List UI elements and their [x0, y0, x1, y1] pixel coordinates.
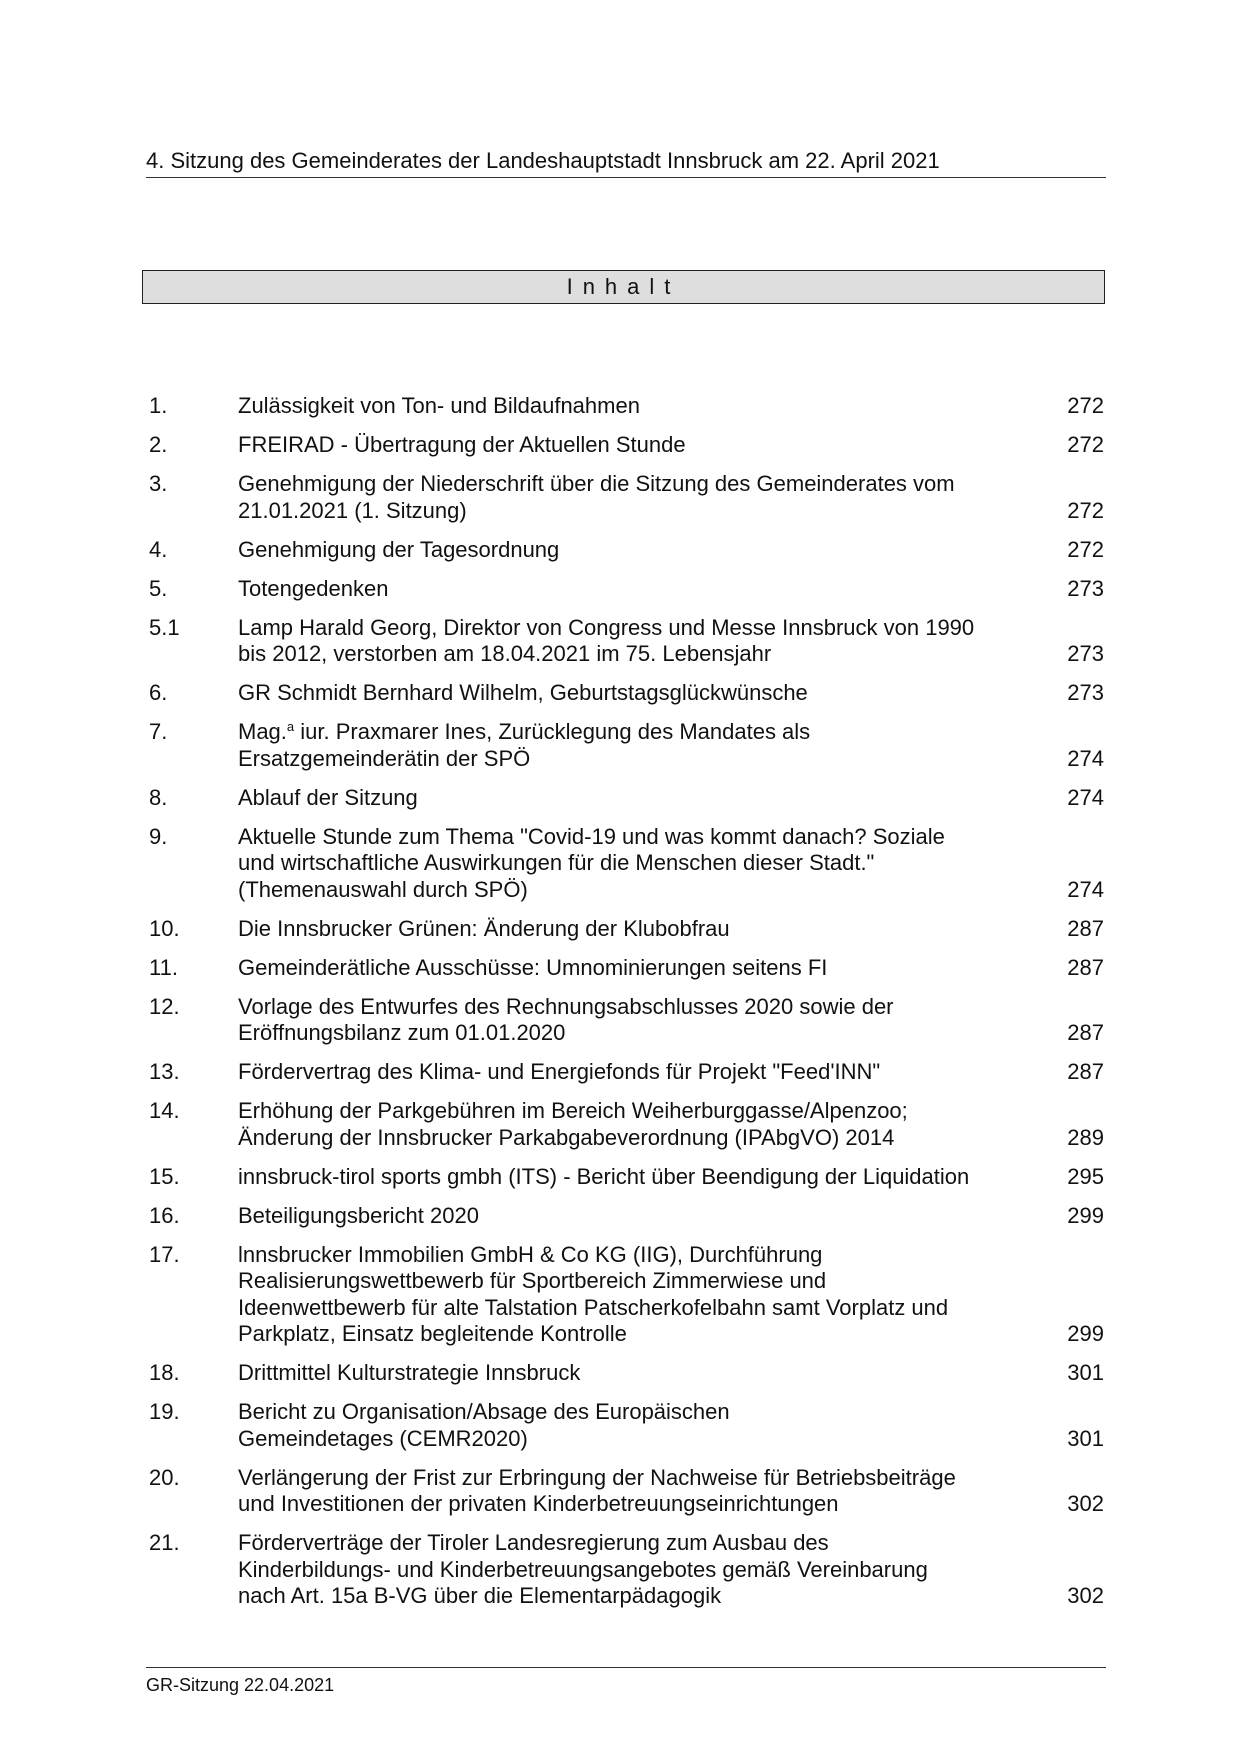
toc-entry-number: 1. — [149, 393, 168, 418]
page-footer: GR-Sitzung 22.04.2021 — [146, 1667, 1106, 1696]
toc-entry — [149, 471, 1104, 524]
toc-entry-number: 4. — [149, 536, 168, 562]
toc-entry-title-line: Gemeindetages (CEMR2020) — [238, 1425, 528, 1451]
toc-entry-title-line: Drittmittel Kulturstrategie Innsbruck — [238, 1360, 581, 1385]
toc-entry-page-number: 299 — [1067, 1321, 1104, 1346]
toc-entry-title-line: Zulässigkeit von Ton- und Bildaufnahmen — [238, 393, 640, 418]
toc-entry-number: 14. — [149, 1098, 180, 1123]
toc-entry-title-line: nach Art. 15a B-VG über die Elementarpädagogik — [238, 1583, 722, 1608]
toc-entry-title — [238, 393, 1034, 420]
toc-entry-title — [238, 1059, 1034, 1086]
toc-entry-page-number: 301 — [1067, 1360, 1104, 1385]
toc-entry-title — [238, 1242, 1034, 1348]
toc-entry-title — [238, 1399, 1034, 1452]
toc-entry-number: 5. — [149, 575, 168, 601]
toc-entry-page-number: 301 — [1067, 1425, 1104, 1451]
toc-entry-title-line: Genehmigung der Tagesordnung — [238, 536, 560, 562]
toc-entry — [149, 1098, 1104, 1151]
toc-entry-title-line: Vorlage des Entwurfes des Rechnungsabschlusses 2020 sowie der — [238, 993, 894, 1019]
toc-entry-page-number: 295 — [1067, 1163, 1104, 1189]
toc-entry-title-line: (Themenauswahl durch SPÖ) — [238, 876, 528, 902]
toc-entry-page-number: 302 — [1067, 1583, 1104, 1608]
toc-entry-page-number: 272 — [1067, 497, 1104, 523]
toc-entry-page-number: 302 — [1067, 1491, 1104, 1516]
toc-entry-number: 17. — [149, 1241, 180, 1267]
toc-entry-title-line: und Investitionen der privaten Kinderbetreuungseinrichtungen — [238, 1491, 839, 1516]
toc-entry — [149, 785, 1104, 812]
toc-entry-number: 13. — [149, 1059, 180, 1084]
toc-entry-page-number: 273 — [1067, 680, 1104, 705]
toc-entry-title — [238, 916, 1034, 943]
toc-entry-title — [238, 680, 1034, 707]
toc-entry-title-line: bis 2012, verstorben am 18.04.2021 im 75. Lebensjahr — [238, 641, 772, 666]
toc-entry-title-line: Ablauf der Sitzung — [238, 784, 418, 810]
toc-entry-title-line: Änderung der Innsbrucker Parkabgabeverordnung (IPAbgVO) 2014 — [238, 1124, 895, 1150]
toc-entry-title — [238, 1465, 1034, 1518]
toc-entry-title — [238, 1098, 1034, 1151]
toc-entry-title-line: und wirtschaftliche Auswirkungen für die Menschen dieser Stadt." — [238, 850, 875, 875]
toc-entry-title — [238, 994, 1034, 1047]
toc-entry-title-line: Lamp Harald Georg, Direktor von Congress und Messe Innsbruck von 1990 — [238, 614, 975, 640]
toc-entry-title — [238, 1360, 1034, 1387]
toc-entry-title-line: Aktuelle Stunde zum Thema "Covid-19 und was kommt danach? Soziale — [238, 823, 945, 849]
toc-entry-title — [238, 785, 1034, 812]
toc-entry-title-line: Ersatzgemeinderätin der SPÖ — [238, 745, 531, 771]
toc-entry-title — [238, 1164, 1034, 1191]
toc-entry-title-line: 21.01.2021 (1. Sitzung) — [238, 497, 467, 523]
toc-entry-title-line: Förderverträge der Tiroler Landesregierung zum Ausbau des — [238, 1530, 829, 1555]
toc-entry — [149, 680, 1104, 707]
toc-entry-title-line: Ideenwettbewerb für alte Talstation Patscherkofelbahn samt Vorplatz und — [238, 1294, 949, 1320]
toc-entry-page-number: 274 — [1067, 745, 1104, 771]
toc-entry-page-number: 274 — [1067, 784, 1104, 810]
toc-entry-title — [238, 719, 1034, 772]
toc-entry-title-prefix: Mag. — [238, 719, 287, 744]
toc-entry-page-number: 274 — [1067, 876, 1104, 902]
toc-entry-title-line: Realisierungswettbewerb für Sportbereich Zimmerwiese und — [238, 1268, 827, 1293]
toc-entry-title — [238, 432, 1034, 459]
toc-entry-title-line: Verlängerung der Frist zur Erbringung der Nachweise für Betriebsbeiträge — [238, 1464, 956, 1490]
toc-entry-title-line: lnnsbrucker Immobilien GmbH & Co KG (IIG), Durchführung — [238, 1241, 823, 1267]
table-of-contents — [149, 393, 1104, 1622]
toc-entry — [149, 1465, 1104, 1518]
toc-entry — [149, 824, 1104, 904]
toc-entry — [149, 1203, 1104, 1230]
toc-entry-title — [238, 576, 1034, 603]
toc-entry-number: 7. — [149, 719, 168, 744]
toc-entry-title-superscript: a — [286, 719, 295, 734]
toc-entry-title-line: Beteiligungsbericht 2020 — [238, 1202, 479, 1228]
toc-entry-title-text: iur. Praxmarer Ines, Zurücklegung des Mandates als — [294, 719, 811, 744]
toc-entry — [149, 393, 1104, 420]
toc-entry-title — [238, 537, 1034, 564]
toc-entry — [149, 994, 1104, 1047]
toc-entry-title-line — [238, 719, 1034, 746]
toc-entry-title-line: Erhöhung der Parkgebühren im Bereich Weiherburggasse/Alpenzoo; — [238, 1098, 908, 1123]
toc-entry-page-number: 287 — [1067, 954, 1104, 980]
toc-entry — [149, 1242, 1104, 1348]
toc-entry-number: 2. — [149, 432, 168, 457]
toc-entry-title-line: Parkplatz, Einsatz begleitende Kontrolle — [238, 1321, 627, 1346]
toc-entry-title-line: Bericht zu Organisation/Absage des Europäischen — [238, 1399, 730, 1424]
toc-entry-page-number: 287 — [1067, 1020, 1104, 1045]
toc-entry — [149, 576, 1104, 603]
toc-entry-number: 11. — [149, 954, 178, 980]
toc-entry-title — [238, 824, 1034, 904]
toc-entry-number: 19. — [149, 1399, 180, 1424]
toc-entry-title-line: FREIRAD - Übertragung der Aktuellen Stunde — [238, 432, 686, 457]
toc-entry-page-number: 287 — [1067, 1059, 1104, 1084]
section-title: Inhalt — [142, 270, 1105, 304]
toc-entry-page-number: 299 — [1067, 1202, 1104, 1228]
toc-entry-page-number: 272 — [1067, 432, 1104, 457]
toc-entry — [149, 1164, 1104, 1191]
page-header: 4. Sitzung des Gemeinderates der Landeshauptstadt Innsbruck am 22. April 2021 — [146, 148, 1106, 178]
toc-entry-title — [238, 1203, 1034, 1230]
toc-entry-number: 20. — [149, 1464, 180, 1490]
toc-entry — [149, 1530, 1104, 1610]
toc-entry — [149, 1360, 1104, 1387]
toc-entry-page-number: 289 — [1067, 1124, 1104, 1150]
toc-entry-number: 10. — [149, 915, 180, 941]
toc-entry-title — [238, 955, 1034, 982]
toc-entry-title-line: Eröffnungsbilanz zum 01.01.2020 — [238, 1020, 566, 1045]
toc-entry-number: 15. — [149, 1163, 180, 1189]
toc-entry-title-line: Totengedenken — [238, 575, 389, 601]
toc-entry-title-line: Fördervertrag des Klima- und Energiefonds für Projekt "Feed'INN" — [238, 1059, 881, 1084]
toc-entry-number: 6. — [149, 680, 168, 705]
toc-entry-page-number: 273 — [1067, 575, 1104, 601]
toc-entry-title — [238, 471, 1034, 524]
toc-entry — [149, 1399, 1104, 1452]
toc-entry — [149, 719, 1104, 772]
toc-entry-number: 5.1 — [149, 614, 180, 640]
toc-entry-number: 16. — [149, 1202, 180, 1228]
toc-entry-page-number: 287 — [1067, 915, 1104, 941]
toc-entry-page-number: 272 — [1067, 536, 1104, 562]
toc-entry — [149, 537, 1104, 564]
toc-entry-title-line: Gemeinderätliche Ausschüsse: Umnominierungen seitens FI — [238, 954, 828, 980]
toc-entry-number: 12. — [149, 993, 180, 1019]
toc-entry-title-line: Die Innsbrucker Grünen: Änderung der Klubobfrau — [238, 915, 730, 941]
toc-entry — [149, 916, 1104, 943]
toc-entry — [149, 1059, 1104, 1086]
toc-entry-title — [238, 615, 1034, 668]
toc-entry — [149, 615, 1104, 668]
toc-entry-page-number: 272 — [1067, 393, 1104, 418]
toc-entry-number: 3. — [149, 471, 168, 496]
toc-entry-title-line: GR Schmidt Bernhard Wilhelm, Geburtstagsglückwünsche — [238, 680, 808, 705]
toc-entry-number: 9. — [149, 823, 168, 849]
toc-entry — [149, 955, 1104, 982]
toc-entry-number: 21. — [149, 1530, 180, 1555]
toc-entry — [149, 432, 1104, 459]
toc-entry-title-line: innsbruck-tirol sports gmbh (ITS) - Bericht über Beendigung der Liquidation — [238, 1163, 970, 1189]
toc-entry-title-line: Genehmigung der Niederschrift über die Sitzung des Gemeinderates vom — [238, 471, 955, 496]
toc-entry-title — [238, 1530, 1034, 1610]
toc-entry-number: 8. — [149, 784, 168, 810]
toc-entry-title-line: Kinderbildungs- und Kinderbetreuungsangebotes gemäß Vereinbarung — [238, 1556, 928, 1582]
toc-entry-page-number: 273 — [1067, 641, 1104, 666]
toc-entry-number: 18. — [149, 1360, 180, 1385]
